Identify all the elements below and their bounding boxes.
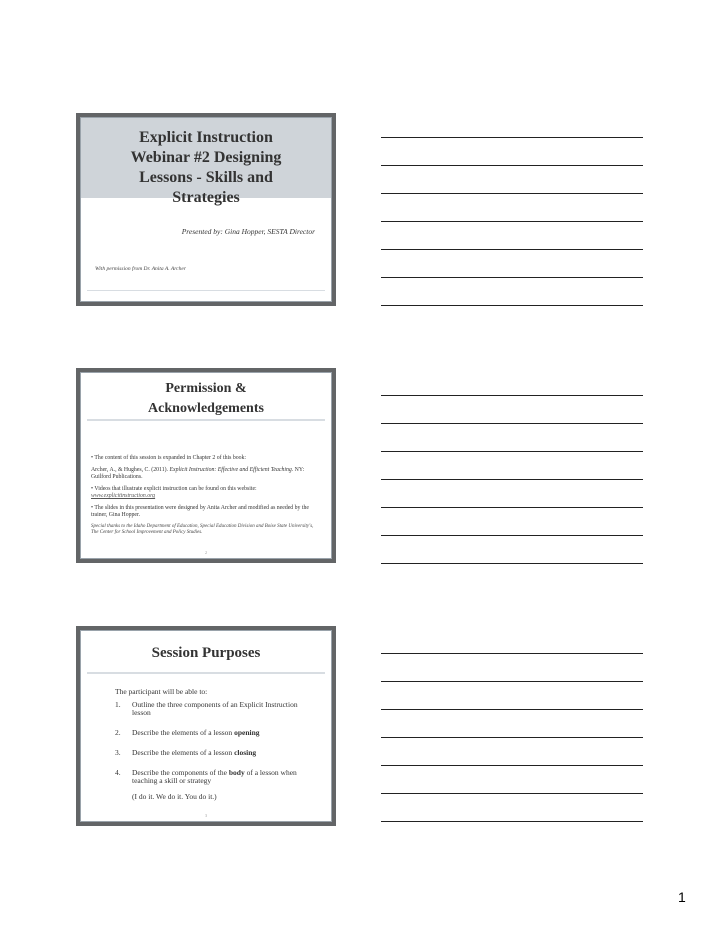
- slide-2-body: [91, 455, 315, 541]
- notes-line: [381, 535, 643, 536]
- notes-line: [381, 165, 643, 166]
- slide-3-title: Session Purposes: [151, 645, 261, 661]
- slide-1-canvas: [80, 117, 332, 302]
- citation: [91, 467, 315, 481]
- notes-line: [381, 709, 643, 710]
- notes-line: [381, 479, 643, 480]
- videos-paragraph: [91, 486, 315, 500]
- slide-3-canvas: [80, 630, 332, 822]
- slide-1-title: Explicit Instruction Webinar #2 Designing Lessons - Skills and Strategies: [130, 129, 282, 206]
- slide-2-title: Permission & Acknowledgements: [148, 381, 264, 416]
- slide-3-number: 3: [205, 813, 207, 818]
- slide-thumbnail-1: [76, 113, 336, 306]
- citation-publisher: NY: Guilford Publications.: [91, 467, 305, 480]
- citation-title: Explicit Instruction: Effective and Efficient Teaching.: [169, 467, 294, 473]
- citation-authors: Archer, A., & Hughes, C. (2011).: [91, 467, 168, 473]
- notes-line: [381, 793, 643, 794]
- videos-link[interactable]: www.explicitinstruction.org: [91, 493, 156, 499]
- notes-line: [381, 765, 643, 766]
- list-item: 3. Describe the elements of a lesson closing: [115, 748, 257, 757]
- videos-line: • Videos that illustrate explicit instruction can be found on this website:: [91, 486, 257, 492]
- purpose-list: [115, 701, 311, 797]
- notes-line: [381, 193, 643, 194]
- page-number: 1: [678, 889, 686, 905]
- notes-line: [381, 653, 643, 654]
- presenter-line: Presented by: Gina Hopper, SESTA Director: [181, 227, 315, 236]
- slides-line: • The slides in this presentation were designed by Anita Archer and modified as needed by the trainer, Gina Hopper.: [91, 505, 309, 518]
- notes-line: [381, 249, 643, 250]
- notes-line: [381, 395, 643, 396]
- notes-line: [381, 451, 643, 452]
- notes-line: [381, 137, 643, 138]
- notes-line: [381, 423, 643, 424]
- notes-line: [381, 737, 643, 738]
- slide-thumbnail-2: [76, 368, 336, 563]
- list-item: 4. Describe the components of the body of a lesson when teaching a skill or strategy: [115, 768, 297, 785]
- slide-2-number: 2: [205, 550, 207, 555]
- slide-thumbnail-3: [76, 626, 336, 826]
- slide-2-canvas: [80, 372, 332, 559]
- title-rule: [87, 672, 325, 674]
- notes-line: [381, 305, 643, 306]
- footer-rule: [87, 290, 325, 291]
- thanks-line: Special thanks to the Idaho Department of Education, Special Education Division and Boise State University's, The Center for School Improvement and Policy Studies.: [91, 524, 314, 535]
- title-rule: [87, 419, 325, 421]
- notes-line: [381, 507, 643, 508]
- notes-line: [381, 277, 643, 278]
- list-item: 2. Describe the elements of a lesson opening: [115, 728, 260, 737]
- notes-line: [381, 221, 643, 222]
- intro-line: The participant will be able to:: [115, 687, 208, 696]
- notes-line: [381, 563, 643, 564]
- list-item: 1. Outline the three components of an Explicit Instruction lesson: [115, 700, 298, 717]
- permission-line: With permission from Dr. Anita A. Archer: [95, 266, 186, 272]
- notes-line: [381, 681, 643, 682]
- tail-line: (I do it. We do it. You do it.): [132, 792, 217, 801]
- notes-line: [381, 821, 643, 822]
- content-line: • The content of this session is expanded in Chapter 2 of this book:: [91, 455, 247, 461]
